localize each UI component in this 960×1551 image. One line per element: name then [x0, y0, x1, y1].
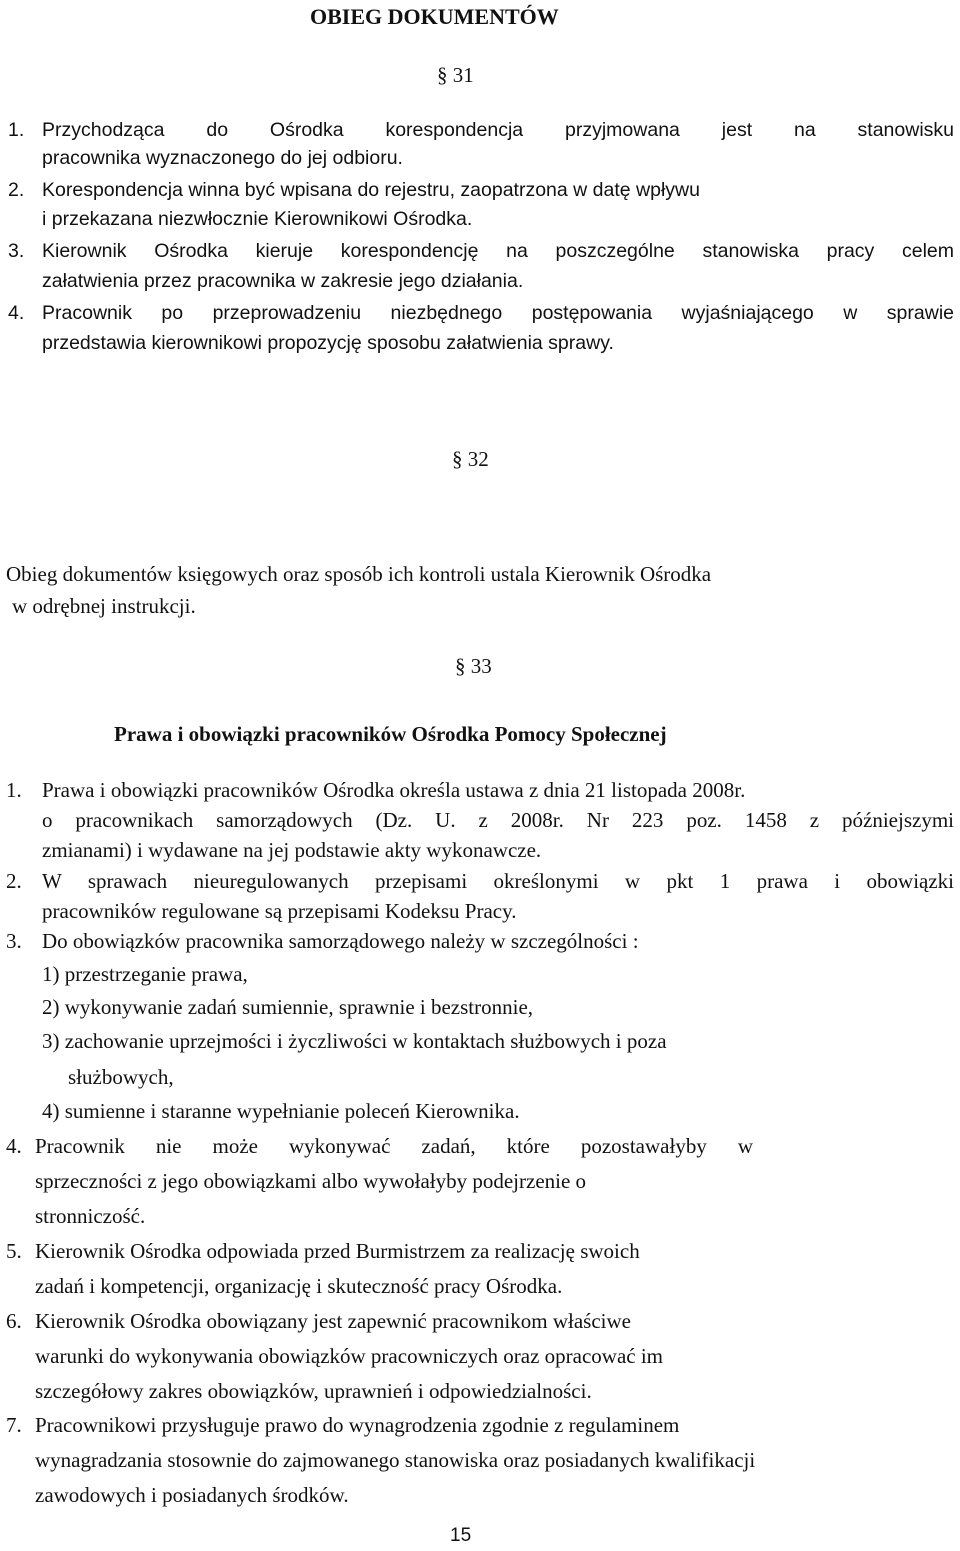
- sub-item: 4) sumienne i staranne wypełnianie poleceń Kierownika.: [42, 1099, 520, 1123]
- item-line: i przekazana niezwłocznie Kierownikowi Ośrodka.: [42, 208, 473, 230]
- sub-item: 1) przestrzeganie prawa,: [42, 962, 248, 986]
- item-line: pracownika wyznaczonego do jej odbioru.: [42, 147, 403, 169]
- item-line: zmianami) i wydawane na jej podstawie akty wykonawcze.: [42, 838, 542, 862]
- item-number: 4.: [8, 302, 25, 324]
- sub-item: służbowych,: [68, 1065, 174, 1089]
- item-number: 3.: [6, 929, 22, 953]
- item-number: 1.: [8, 119, 25, 141]
- item-line: Pracownik nie może wykonywać zadań, które pozostawałyby w: [35, 1134, 753, 1158]
- sub-item: 2) wykonywanie zadań sumiennie, sprawnie i bezstronnie,: [42, 995, 534, 1019]
- item-line: Do obowiązków pracownika samorządowego należy w szczególności :: [42, 929, 639, 953]
- document-title: OBIEG DOKUMENTÓW: [310, 4, 559, 29]
- section-33-mark: § 33: [455, 654, 492, 678]
- item-line: Pracownikowi przysługuje prawo do wynagrodzenia zgodnie z regulaminem: [35, 1413, 680, 1437]
- item-line: sprzeczności z jego obowiązkami albo wywołałyby podejrzenie o: [35, 1169, 587, 1193]
- item-number: 4.: [6, 1134, 22, 1158]
- section-33-heading: Prawa i obowiązki pracowników Ośrodka Pomocy Społecznej: [114, 722, 667, 746]
- item-number: 6.: [6, 1309, 22, 1333]
- item-number: 2.: [6, 869, 22, 893]
- item-line: zawodowych i posiadanych środków.: [35, 1483, 349, 1507]
- item-line: o pracownikach samorządowych (Dz. U. z 2008r. Nr 223 poz. 1458 z późniejszymi: [42, 808, 954, 832]
- item-line: Kierownik Ośrodka odpowiada przed Burmistrzem za realizację swoich: [35, 1239, 640, 1263]
- item-number: 5.: [6, 1239, 22, 1263]
- page-number: 15: [450, 1525, 472, 1546]
- item-line: Kierownik Ośrodka kieruje korespondencję na poszczególne stanowiska pracy celem: [42, 240, 954, 262]
- item-line: Pracownik po przeprowadzeniu niezbędnego postępowania wyjaśniającego w sprawie: [42, 302, 954, 324]
- section-31-mark: § 31: [437, 63, 474, 87]
- item-line: załatwienia przez pracownika w zakresie jego działania.: [42, 270, 524, 292]
- item-line: pracowników regulowane są przepisami Kodeksu Pracy.: [42, 899, 517, 923]
- item-line: Kierownik Ośrodka obowiązany jest zapewnić pracownikom właściwe: [35, 1309, 631, 1333]
- item-number: 1.: [6, 778, 22, 802]
- item-line: szczegółowy zakres obowiązków, uprawnień i odpowiedzialności.: [35, 1379, 592, 1403]
- item-number: 7.: [6, 1413, 22, 1437]
- item-line: Korespondencja winna być wpisana do rejestru, zaopatrzona w datę wpływu: [42, 179, 700, 201]
- item-line: przedstawia kierownikowi propozycję sposobu załatwienia sprawy.: [42, 332, 614, 354]
- sub-item: 3) zachowanie uprzejmości i życzliwości w kontaktach służbowych i poza: [42, 1029, 667, 1053]
- paragraph-line: Obieg dokumentów księgowych oraz sposób ich kontroli ustala Kierownik Ośrodka: [6, 562, 712, 586]
- item-number: 2.: [8, 179, 25, 201]
- item-line: Prawa i obowiązki pracowników Ośrodka określa ustawa z dnia 21 listopada 2008r.: [42, 778, 746, 802]
- item-line: warunki do wykonywania obowiązków pracowniczych oraz opracować im: [35, 1344, 664, 1368]
- item-line: Przychodząca do Ośrodka korespondencja przyjmowana jest na stanowisku: [42, 119, 954, 141]
- item-line: wynagradzania stosownie do zajmowanego stanowiska oraz posiadanych kwalifikacji: [35, 1448, 756, 1472]
- item-line: stronniczość.: [35, 1204, 146, 1228]
- item-line: zadań i kompetencji, organizację i skuteczność pracy Ośrodka.: [35, 1274, 563, 1298]
- section-32-mark: § 32: [452, 447, 489, 471]
- item-line: W sprawach nieuregulowanych przepisami określonymi w pkt 1 prawa i obowiązki: [42, 869, 954, 893]
- item-number: 3.: [8, 240, 25, 262]
- paragraph-line: w odrębnej instrukcji.: [12, 594, 196, 618]
